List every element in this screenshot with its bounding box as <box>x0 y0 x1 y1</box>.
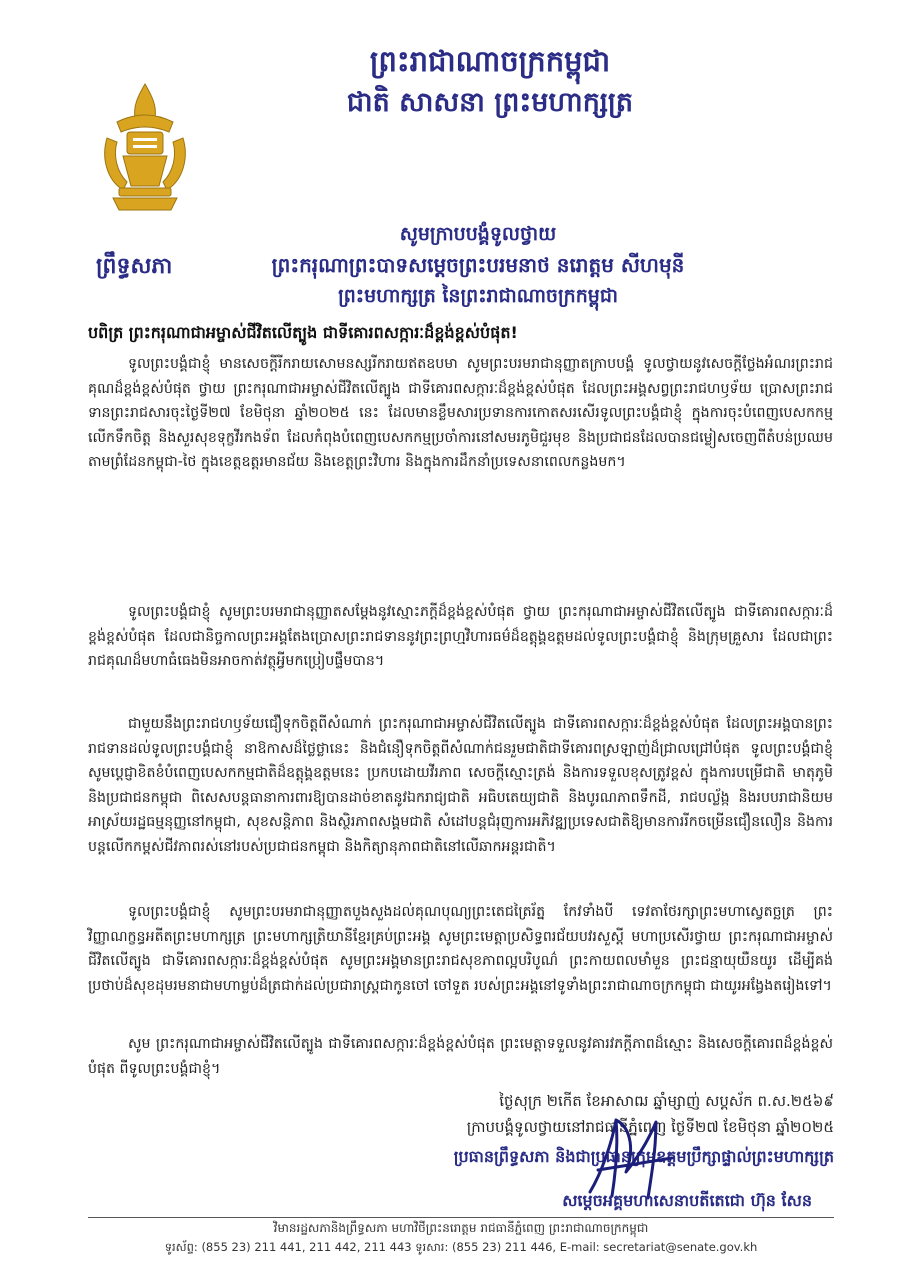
address-line-1: សូមក្រាបបង្គំទូលថ្វាយ <box>399 223 557 245</box>
handwritten-signature <box>572 1112 684 1200</box>
footer-address: វិមានរដ្ឋសភានិងព្រឹទ្ធសភា មហាវិថីព្រះនរោត្តម រាជធានីភ្នំពេញ ព្រះរាជាណាចក្រកម្ពុជា <box>273 1221 649 1235</box>
footer-contact: ទូរស័ព្ទ: (855 23) 211 441, 211 442, 211 443 ទូរសារ: (855 23) 211 446, E-mail: secretariat@senate.gov.kh <box>164 1240 758 1254</box>
body-paragraph: ទូលព្រះបង្គំជាខ្ញុំ សូមព្រះបរមរាជានុញ្ញាតសម្តែងនូវស្មោះភក្តីដ៏ខ្ពង់ខ្ពស់បំផុត ថ្វាយ ព្រះករុណាជាអម្ចាស់ជីវិតលើត្បូង ជាទីគោរពសក្ការៈដ៏ខ្ពង់ខ្ពស់បំផុត ដែលជានិច្ចកាលព្រះអង្គតែងប្រោសព្រះរាជទាននូវព្រះព្រហ្មវិហារធម៌ដ៏ឧត្តុង្គឧត្តមដល់ទូលព្រះបង្គំជាខ្ញុំ និងក្រុមគ្រួសារ ដែលជាព្រះរាជគុណដ៏មហាធំធេងមិនអាចកាត់វត្ថុអ្វីមកប្រៀបផ្ទឹមបាន។ <box>88 604 833 669</box>
institution-name: ព្រឹទ្ធសភា <box>96 253 173 279</box>
body-paragraph: ជាមួយនឹងព្រះរាជហឫទ័យជឿទុកចិត្តពីសំណាក់ ព្រះករុណាជាអម្ចាស់ជីវិតលើត្បូង ជាទីគោរពសក្ការៈដ៏ខ្ពង់ខ្ពស់បំផុត ដែលព្រះអង្គបានព្រះរាជទានដល់ទូលព្រះបង្គំជាខ្ញុំ នាឱកាសដ៏ថ្លៃថ្លានេះ និងជំនឿទុកចិត្តពីសំណាក់ជនរួមជាតិជាទីគោរពស្រឡាញ់ដ៏ជ្រាលជ្រៅបំផុត ទូលព្រះបង្គំជាខ្ញុំ សូមប្តេជ្ញាខិតខំបំពេញបេសកកម្មជាតិដ៏ឧត្តុង្គឧត្តមនេះ ប្រកបដោយវីរភាព សេចក្តីស្មោះត្រង់ និងការទទួលខុសត្រូវខ្ពស់ ក្នុងការបម្រើជាតិ មាតុភូមិ និងប្រជាជនកម្ពុជា ពិសេសបន្តធានាការពារឱ្យបានដាច់ខាតនូវឯករាជ្យជាតិ អធិបតេយ្យជាតិ និងបូរណភាពទឹកដី, រាជបល្ល័ង្ក និងរបបរាជានិយមអាស្រ័យរដ្ឋធម្មនុញ្ញនៅកម្ពុជា, សុខសន្តិភាព និងស្ថិរភាពសង្គមជាតិ សំដៅបន្តជំរុញការអភិវឌ្ឍប្រទេសជាតិឱ្យមានការរីកចម្រើនជឿនលឿន និងការបន្តលើកកម្ពស់ជីវភាពរស់នៅរបស់ប្រជាជនកម្ពុជា និងកិត្យានុភាពជាតិនៅលើឆាកអន្តរជាតិ។ <box>88 716 833 855</box>
solar-date: ក្រាបបង្គំទូលថ្វាយនៅរាជធានីភ្នំពេញ ថ្ងៃទី២៧ ខែមិថុនា ឆ្នាំ២០២៥ <box>466 1118 834 1136</box>
salutation: បពិត្រ ព្រះករុណាជាអម្ចាស់ជីវិតលើត្បូង ជាទីគោរពសក្ការៈដ៏ខ្ពង់ខ្ពស់បំផុត! <box>88 323 518 342</box>
body-paragraph: ទូលព្រះបង្គំជាខ្ញុំ មានសេចក្តីរីករាយសោមនស្សរីករាយឥតឧបមា សូមព្រះបរមរាជានុញ្ញាតក្រាបបង្គំ ទូលថ្វាយនូវសេចក្តីថ្លែងអំណរព្រះរាជគុណដ៏ខ្ពង់ខ្ពស់បំផុត ថ្វាយ ព្រះករុណាជាអម្ចាស់ជីវិតលើត្បូង ជាទីគោរពសក្ការៈដ៏ខ្ពង់ខ្ពស់បំផុត ដែលព្រះអង្គសព្វព្រះរាជហឫទ័យ ប្រោសព្រះរាជទានព្រះរាជសារចុះថ្ងៃទី២៧ ខែមិថុនា ឆ្នាំ២០២៥ នេះ ដែលមានខ្លឹមសារប្រទានការកោតសរសើរទូលព្រះបង្គំជាខ្ញុំ ក្នុងការចុះបំពេញបេសកកម្មលើកទឹកចិត្ត និងសួរសុខទុក្ខវីរកងទ័ព ដែលកំពុងបំពេញបេសកកម្មប្រចាំការនៅសមរភូមិជួរមុខ និងប្រជាជនដែលបានជម្លៀសចេញពីតំបន់ប្រឈមតាមព្រំដែនកម្ពុជា-ថៃ ក្នុងខេត្តឧត្តរមានជ័យ និងខេត្តព្រះវិហារ និងក្នុងការដឹកនាំប្រទេសនាពេលកន្លងមក។ <box>88 356 833 470</box>
signer-name: សម្តេចអគ្គមហាសេនាបតីតេជោ ហ៊ុន សែន <box>562 1191 812 1210</box>
body-paragraph: ទូលព្រះបង្គំជាខ្ញុំ សូមព្រះបរមរាជានុញ្ញាតបួងសួងដល់គុណបុណ្យព្រះតេជត្រៃរ័ត្ន កែវទាំងបី ទេវតាថែរក្សាព្រះមហាស្វេតច្ឆត្រ ព្រះវិញ្ញាណក្ខន្ធអតីតព្រះមហាក្សត្រ ព្រះមហាក្សត្រិយានីខ្មែរគ្រប់ព្រះអង្គ សូមព្រះមេត្តាប្រសិទ្ធពរជ័យបវរសួស្តី មហាប្រសើរថ្វាយ ព្រះករុណាជាអម្ចាស់ជីវិតលើត្បូង ជាទីគោរពសក្ការៈដ៏ខ្ពង់ខ្ពស់បំផុត សូមព្រះអង្គមានព្រះរាជសុខភាពល្អបរិបូណ៌ ព្រះកាយពលមាំមួន ព្រះជន្មាយុយឺនយូរ ដើម្បីគង់ប្រថាប់ដ៏សុខដុមរមនាជាមហាម្លប់ដ៏ត្រជាក់ដល់ប្រជារាស្រ្តជាកូនចៅ ចៅទួត របស់ព្រះអង្គនៅទូទាំងព្រះរាជាណាចក្រកម្ពុជា ជាយូរអង្វែងតរៀងទៅ។ <box>88 904 833 994</box>
signer-title: ប្រធានព្រឹទ្ធសភា និងជាប្រធានក្រុមឧត្តមប្រឹក្សាផ្ទាល់ព្រះមហាក្សត្រ <box>453 1147 834 1166</box>
address-line-2: ព្រះករុណាព្រះបាទសម្តេចព្រះបរមនាថ នរោត្តម សីហមុនី <box>271 253 685 277</box>
kingdom-heading: ព្រះរាជាណាចក្រកម្ពុជា <box>369 44 611 78</box>
footer-divider <box>88 1217 834 1218</box>
senate-emblem-icon <box>97 82 193 214</box>
body-paragraph: សូម ព្រះករុណាជាអម្ចាស់ជីវិតលើត្បូង ជាទីគោរពសក្ការៈដ៏ខ្ពង់ខ្ពស់បំផុត ព្រះមេត្តាទទួលនូវគារវភក្តីភាពដ៏ស្មោះ និងសេចក្តីគោរពដ៏ខ្ពង់ខ្ពស់បំផុត ពីទូលព្រះបង្គំជាខ្ញុំ។ <box>88 1036 833 1077</box>
lunar-date: ថ្ងៃសុក្រ ២កើត ខែអាសាឍ ឆ្នាំម្សាញ់ សប្តស័ក ព.ស.២៥៦៩ <box>499 1092 834 1110</box>
address-line-3: ព្រះមហាក្សត្រ នៃព្រះរាជាណាចក្រកម្ពុជា <box>338 285 618 307</box>
national-motto: ជាតិ សាសនា ព្រះមហាក្សត្រ <box>346 87 634 118</box>
